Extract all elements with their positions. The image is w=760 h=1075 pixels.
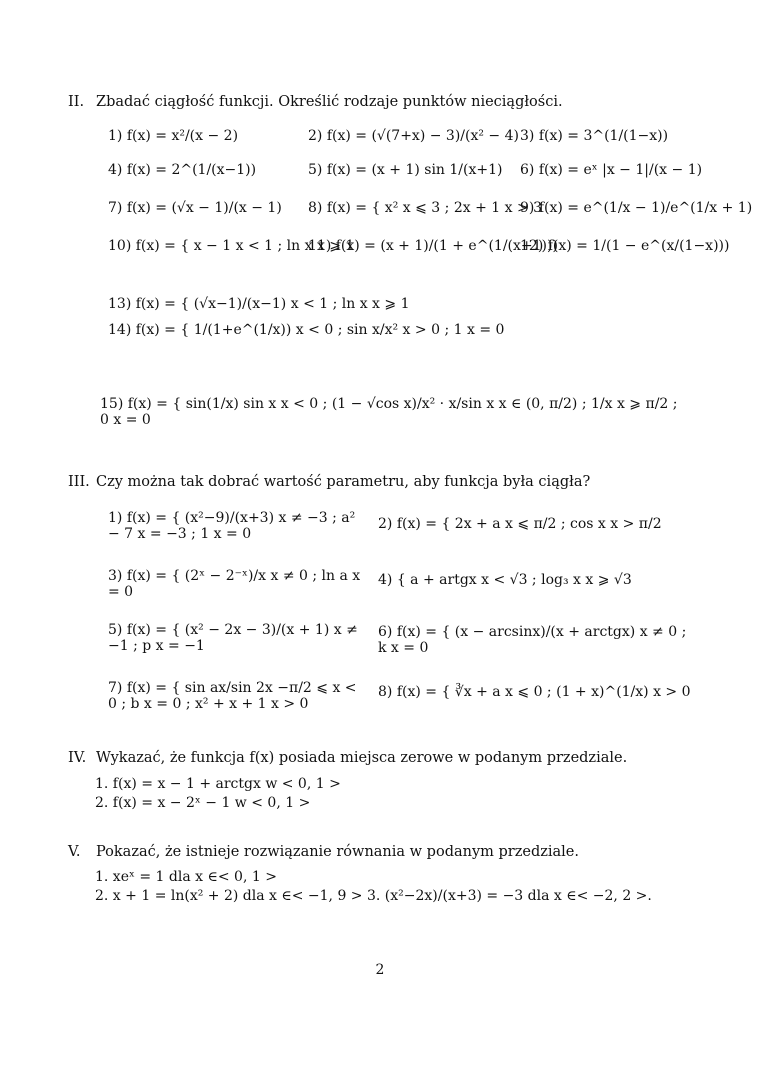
section-heading-iv: IV. Wykazać, że funkcja f(x) posiada miejsca zerowe w podanym przedziale. — [68, 750, 628, 766]
exercise-iii-7: 7) f(x) = { sin ax/sin 2x −π/2 ⩽ x < 0 ; b x = 0 ; x² + x + 1 x > 0 — [108, 680, 357, 712]
section-heading-v: V. Pokazać, że istnieje rozwiązanie równania w podanym przedziale. — [68, 844, 579, 860]
exercise-iii-1: 1) f(x) = { (x²−9)/(x+3) x ≠ −3 ; a² − 7 x = −3 ; 1 x = 0 — [108, 510, 356, 542]
exercise-iii-6: 6) f(x) = { (x − arcsinx)/(x + arctgx) x ≠ 0 ; k x = 0 — [378, 624, 687, 656]
exercise-ii-10: 10) f(x) = { x − 1 x < 1 ; ln x x ⩾ 1 — [108, 238, 355, 254]
exercise-ii-1: 1) f(x) = x²/(x − 2) — [108, 128, 239, 144]
exercise-ii-4: 4) f(x) = 2^(1/(x−1)) — [108, 162, 257, 178]
exercise-ii-15: 15) f(x) = { sin(1/x) sin x x < 0 ; (1 − √cos x)/x² · x/sin x x ∈ (0, π/2) ; 1/x x ⩾ π/2 ; 0 x = 0 — [100, 396, 678, 428]
exercise-ii-14: 14) f(x) = { 1/(1+e^(1/x)) x < 0 ; sin x/x² x > 0 ; 1 x = 0 — [108, 322, 505, 338]
exercise-ii-13: 13) f(x) = { (√x−1)/(x−1) x < 1 ; ln x x ⩾ 1 — [108, 296, 410, 312]
exercise-iii-8: 8) f(x) = { ∛x + a x ⩽ 0 ; (1 + x)^(1/x) x > 0 — [378, 684, 691, 700]
exercise-ii-2: 2) f(x) = (√(7+x) − 3)/(x² − 4) — [308, 128, 519, 144]
exercise-v-2: 2. x + 1 = ln(x² + 2) dla x ∈< −1, 9 > 3. (x²−2x)/(x+3) = −3 dla x ∈< −2, 2 >. — [95, 888, 652, 904]
exercise-iv-1: 1. f(x) = x − 1 + arctgx w < 0, 1 > — [95, 776, 341, 792]
exercise-ii-6: 6) f(x) = eˣ |x − 1|/(x − 1) — [520, 162, 703, 178]
page-number: 2 — [375, 962, 385, 978]
exercise-v-1: 1. xeˣ = 1 dla x ∈< 0, 1 > — [95, 869, 277, 885]
exercise-ii-5: 5) f(x) = (x + 1) sin 1/(x+1) — [308, 162, 503, 178]
exercise-ii-3: 3) f(x) = 3^(1/(1−x)) — [520, 128, 669, 144]
exercise-ii-12: 12) f(x) = 1/(1 − e^(x/(1−x))) — [520, 238, 730, 254]
section-heading-ii: II. Zbadać ciągłość funkcji. Określić rodzaje punktów nieciągłości. — [68, 94, 563, 110]
exercise-iii-5: 5) f(x) = { (x² − 2x − 3)/(x + 1) x ≠ −1 ; p x = −1 — [108, 622, 358, 654]
exercise-iii-3: 3) f(x) = { (2ˣ − 2⁻ˣ)/x x ≠ 0 ; ln a x = 0 — [108, 568, 361, 600]
exercise-iv-2: 2. f(x) = x − 2ˣ − 1 w < 0, 1 > — [95, 795, 311, 811]
exercise-ii-11: 11) f(x) = (x + 1)/(1 + e^(1/(x+1))) — [308, 238, 558, 254]
exercise-list-v — [95, 868, 652, 906]
exercise-ii-9: 9) f(x) = e^(1/x − 1)/e^(1/x + 1) — [520, 200, 753, 216]
exercise-iii-2: 2) f(x) = { 2x + a x ⩽ π/2 ; cos x x > π/2 — [378, 516, 662, 532]
exercise-ii-8: 8) f(x) = { x² x ⩽ 3 ; 2x + 1 x > 3 — [308, 200, 543, 216]
exercise-list-iv — [95, 775, 341, 813]
section-heading-iii: III. Czy można tak dobrać wartość parametru, aby funkcja była ciągła? — [68, 474, 591, 490]
exercise-ii-7: 7) f(x) = (√x − 1)/(x − 1) — [108, 200, 282, 216]
exercise-iii-4: 4) { a + artgx x < √3 ; log₃ x x ⩾ √3 — [378, 572, 632, 588]
